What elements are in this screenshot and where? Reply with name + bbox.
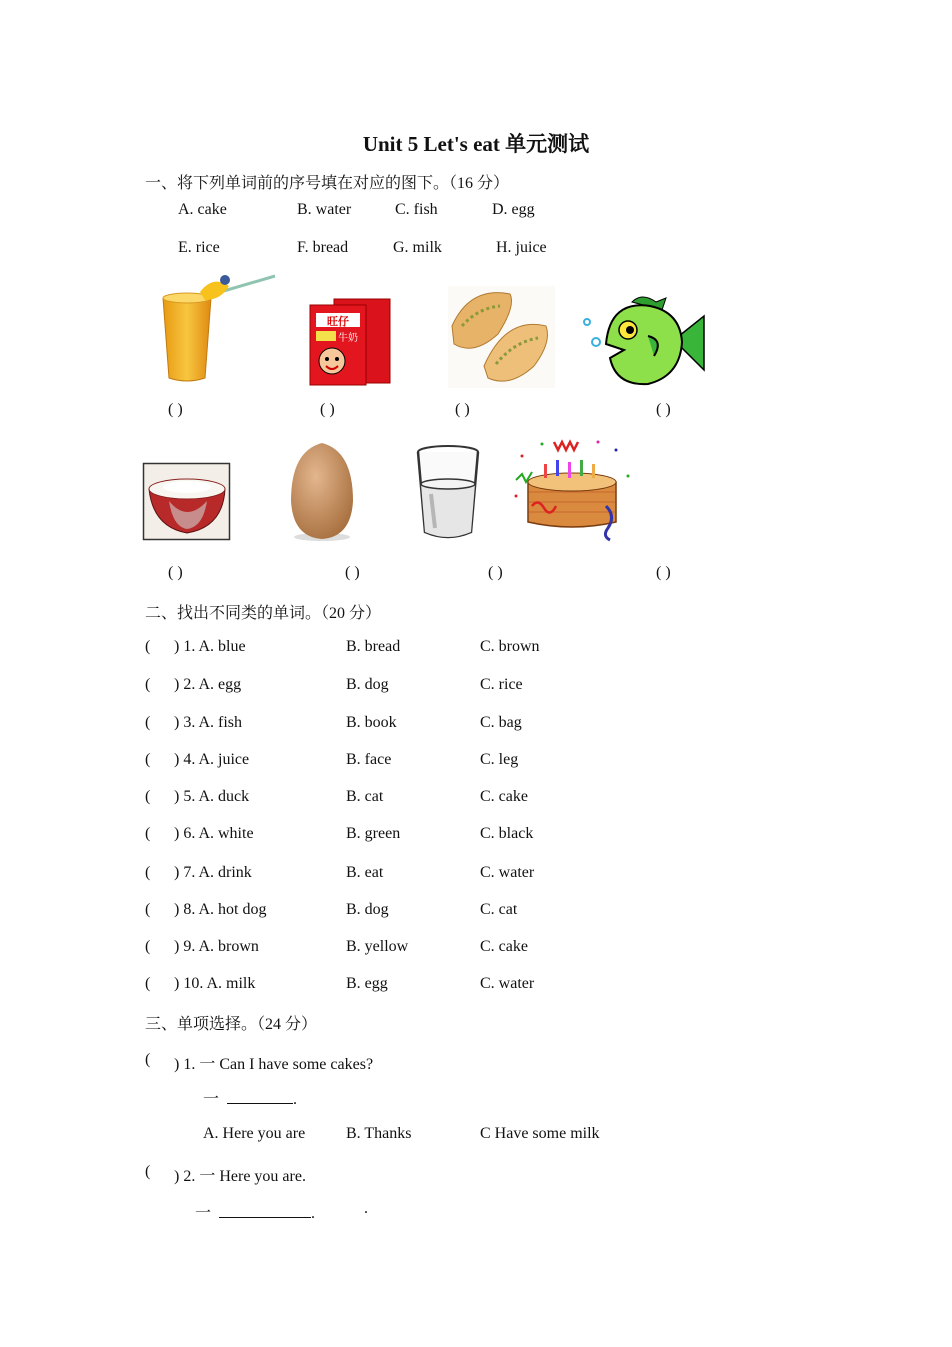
option-b: B. face bbox=[346, 751, 392, 768]
section2-heading: 二、找出不同类的单词。（20 分） bbox=[145, 605, 382, 622]
word-option: H. juice bbox=[496, 239, 547, 256]
option-a: ) 6. A. white bbox=[174, 825, 254, 842]
milk-brand-text: 旺仔 bbox=[327, 315, 349, 328]
option-b: B. Thanks bbox=[346, 1125, 412, 1142]
option-b: B. dog bbox=[346, 901, 389, 918]
word-option: D. egg bbox=[492, 201, 535, 218]
option-b: B. bread bbox=[346, 638, 401, 655]
option-a: ) 8. A. hot dog bbox=[174, 901, 267, 918]
answer-blank[interactable]: ( ) bbox=[168, 401, 183, 418]
answer-paren-open[interactable]: ( bbox=[145, 975, 151, 992]
option-c: C. cake bbox=[480, 938, 528, 955]
reply-line bbox=[195, 1200, 315, 1223]
option-a: ) 5. A. duck bbox=[174, 788, 250, 805]
reply-blank[interactable] bbox=[227, 1089, 293, 1104]
option-c: C. cake bbox=[480, 788, 528, 805]
word-option: F. bread bbox=[297, 239, 349, 256]
option-b: B. egg bbox=[346, 975, 388, 992]
option-c: C. leg bbox=[480, 751, 519, 768]
period: . bbox=[311, 1205, 316, 1222]
option-c: C. water bbox=[480, 864, 535, 881]
question-stem: ) 1. 一 Can I have some cakes? bbox=[174, 1056, 374, 1073]
reply-dash: 一 bbox=[203, 1091, 220, 1108]
brown-egg-picture bbox=[287, 441, 357, 541]
answer-paren-open[interactable]: ( bbox=[145, 676, 151, 693]
answer-paren-open[interactable]: ( bbox=[145, 864, 151, 881]
word-option: A. cake bbox=[178, 201, 227, 218]
answer-paren-open[interactable]: ( bbox=[145, 1163, 151, 1180]
option-a: ) 10. A. milk bbox=[174, 975, 256, 992]
green-fish-picture bbox=[580, 294, 705, 389]
option-c: C Have some milk bbox=[480, 1125, 600, 1142]
answer-paren-open[interactable]: ( bbox=[145, 751, 151, 768]
option-b: B. eat bbox=[346, 864, 384, 881]
option-a: ) 2. A. egg bbox=[174, 676, 242, 693]
rice-bowl-picture bbox=[143, 463, 231, 541]
reply-dash: 一 bbox=[195, 1205, 212, 1222]
option-a: ) 9. A. brown bbox=[174, 938, 259, 955]
period: . bbox=[293, 1091, 298, 1108]
section3-heading: 三、单项选择。（24 分） bbox=[145, 1016, 318, 1033]
word-option: E. rice bbox=[178, 239, 220, 256]
word-option: C. fish bbox=[395, 201, 438, 218]
page-title: Unit 5 Let's eat 单元测试 bbox=[362, 132, 590, 156]
answer-paren-open[interactable]: ( bbox=[145, 788, 151, 805]
option-c: C. brown bbox=[480, 638, 540, 655]
option-a: ) 3. A. fish bbox=[174, 714, 242, 731]
option-c: C. bag bbox=[480, 714, 522, 731]
option-c: C. black bbox=[480, 825, 534, 842]
option-b: B. book bbox=[346, 714, 397, 731]
option-b: B. green bbox=[346, 825, 401, 842]
word-option: B. water bbox=[297, 201, 352, 218]
option-b: B. yellow bbox=[346, 938, 409, 955]
milk-label-text: 牛奶 bbox=[338, 333, 358, 344]
option-c: C. water bbox=[480, 975, 535, 992]
question-stem: ) 2. 一 Here you are. bbox=[174, 1168, 306, 1185]
answer-blank[interactable]: ( ) bbox=[320, 401, 335, 418]
answer-paren-open[interactable]: ( bbox=[145, 714, 151, 731]
answer-blank[interactable]: ( ) bbox=[168, 564, 183, 581]
answer-blank[interactable]: ( ) bbox=[455, 401, 470, 418]
reply-line bbox=[203, 1086, 297, 1109]
birthday-cake-picture bbox=[512, 436, 634, 542]
bread-rolls-picture bbox=[448, 286, 555, 388]
period: . bbox=[364, 1200, 368, 1217]
answer-paren-open[interactable]: ( bbox=[145, 901, 151, 918]
word-option: G. milk bbox=[393, 239, 442, 256]
answer-blank[interactable]: ( ) bbox=[345, 564, 360, 581]
answer-paren-open[interactable]: ( bbox=[145, 825, 151, 842]
option-b: B. dog bbox=[346, 676, 389, 693]
answer-paren-open[interactable]: ( bbox=[145, 638, 151, 655]
option-a: ) 7. A. drink bbox=[174, 864, 252, 881]
option-b: B. cat bbox=[346, 788, 384, 805]
option-a: ) 4. A. juice bbox=[174, 751, 250, 768]
answer-blank[interactable]: ( ) bbox=[488, 564, 503, 581]
section1-heading: 一、将下列单词前的序号填在对应的图下。（16 分） bbox=[145, 175, 510, 192]
milk-cartons-picture bbox=[308, 297, 392, 387]
option-a: ) 1. A. blue bbox=[174, 638, 246, 655]
option-a: A. Here you are bbox=[203, 1125, 306, 1142]
answer-blank[interactable]: ( ) bbox=[656, 401, 671, 418]
answer-blank[interactable]: ( ) bbox=[656, 564, 671, 581]
answer-paren-open[interactable]: ( bbox=[145, 1051, 151, 1068]
option-c: C. cat bbox=[480, 901, 518, 918]
option-c: C. rice bbox=[480, 676, 523, 693]
juice-glass-picture bbox=[155, 270, 280, 385]
answer-paren-open[interactable]: ( bbox=[145, 938, 151, 955]
water-glass-picture bbox=[413, 444, 483, 542]
reply-blank[interactable] bbox=[219, 1203, 311, 1218]
